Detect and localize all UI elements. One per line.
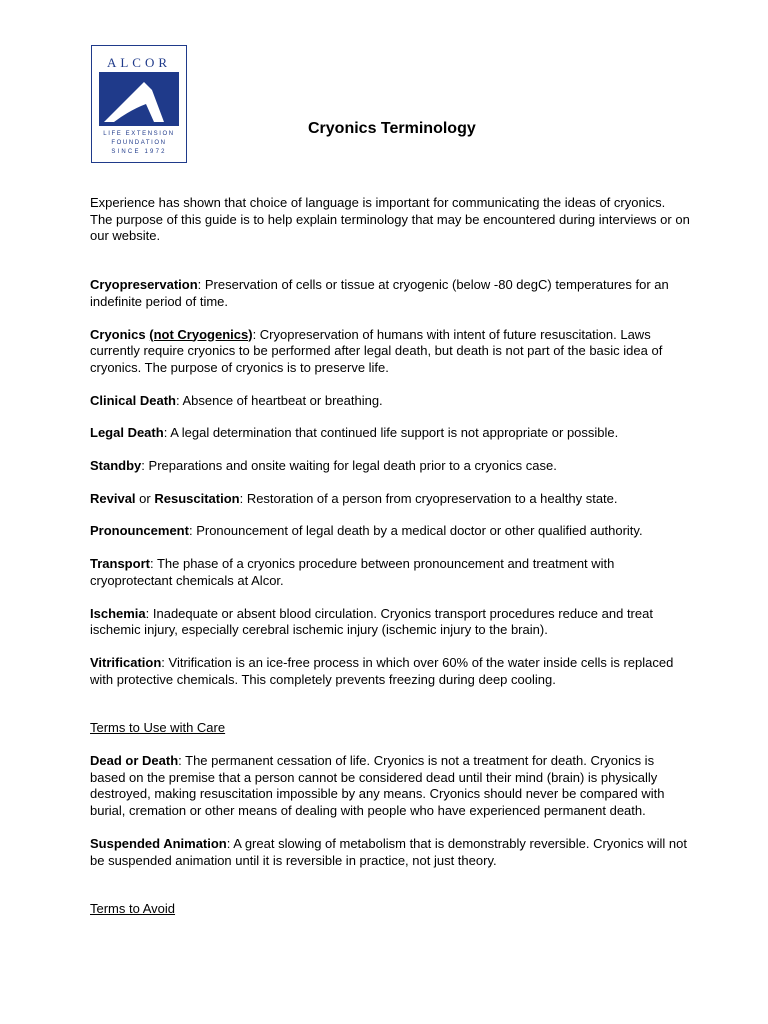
logo-tagline-1: LIFE EXTENSION [103, 131, 175, 137]
term-label: Dead or Death [90, 753, 179, 769]
term-definition: : The permanent cessation of life. Cryonics is not a treatment for death. Cryonics is based on the premise that a person cannot be considered dead until their mind (brain) is physically destroyed, making resuscitation impossible by any means. Cryonics should never be compared with burial, cremation or other means of dealing with people who have experienced permanent death. [90, 753, 665, 819]
term-definition: : The phase of a cryonics procedure between pronouncement and treatment with cryoprotectant chemicals at Alcor. [90, 556, 615, 588]
term-label: Pronouncement [90, 523, 189, 539]
term-dead-or-death [90, 753, 690, 820]
term-suspended-animation [90, 836, 690, 869]
term-label: Cryonics [90, 326, 146, 342]
term-definition: : Preparations and onsite waiting for legal death prior to a cryonics case. [141, 458, 557, 474]
logo-tagline-3: SINCE 1972 [111, 149, 167, 155]
document-title: Cryonics Terminology [308, 120, 476, 137]
intro-paragraph: Experience has shown that choice of language is important for communicating the ideas of cryonics. The purpose of this guide is to help explain terminology that may be encountered during interviews or on our website. [90, 195, 690, 244]
term-label-2: Resuscitation [154, 490, 240, 506]
term-definition: : A great slowing of metabolism that is demonstrably reversible. Cryonics will not be suspended animation until it is reversible in practice, not just theory. [90, 835, 687, 868]
alcor-logo [91, 45, 187, 163]
term-joiner: or [135, 490, 155, 506]
term-transport [90, 556, 690, 589]
term-label: Cryopreservation [90, 277, 198, 293]
term-definition: : Preservation of cells or tissue at cryogenic (below -80 degC) temperatures for an indefinite period of time. [90, 277, 669, 309]
term-definition: : Absence of heartbeat or breathing. [175, 392, 383, 408]
term-note: (not Cryogenics) [149, 326, 253, 342]
term-standby [90, 458, 690, 475]
section-heading-care: Terms to Use with Care [90, 720, 226, 736]
term-label: Transport [90, 556, 150, 572]
term-label: Clinical Death [90, 392, 176, 408]
logo-tagline-2: FOUNDATION [111, 140, 167, 146]
term-definition: : Pronouncement of legal death by a medical doctor or other qualified authority. [188, 523, 643, 539]
term-cryopreservation [90, 277, 690, 310]
term-cryonics [90, 327, 690, 377]
term-label: Legal Death [90, 425, 164, 441]
term-clinical-death [90, 393, 690, 410]
term-label: Revival [90, 490, 136, 506]
term-label: Vitrification [90, 654, 162, 670]
term-pronouncement [90, 523, 690, 540]
term-definition: : Cryopreservation of humans with intent of future resuscitation. Laws currently require cryonics to be performed after legal death, but death is not part of the basic idea of cryonics. The purpose of cryonics is to preserve life. [90, 326, 663, 375]
term-ischemia [90, 606, 690, 639]
term-legal-death [90, 425, 690, 442]
term-label: Ischemia [90, 605, 146, 621]
term-label: Standby [90, 458, 142, 474]
term-definition: : Restoration of a person from cryopreservation to a healthy state. [239, 490, 618, 506]
logo-wordmark: ALCOR [106, 55, 172, 70]
term-definition: : Vitrification is an ice-free process in which over 60% of the water inside cells is replaced with protective chemicals. This completely prevents freezing during deep cooling. [90, 654, 674, 687]
document-body [90, 195, 690, 934]
term-revival [90, 491, 690, 508]
term-vitrification [90, 655, 690, 688]
term-definition: : Inadequate or absent blood circulation. Cryonics transport procedures reduce and treat ischemic injury, especially cerebral ischemic injury (ischemic injury to the brain). [90, 605, 653, 638]
section-heading-avoid: Terms to Avoid [90, 901, 176, 917]
term-definition: : A legal determination that continued life support is not appropriate or possible. [163, 425, 619, 441]
term-label: Suspended Animation [90, 835, 227, 851]
